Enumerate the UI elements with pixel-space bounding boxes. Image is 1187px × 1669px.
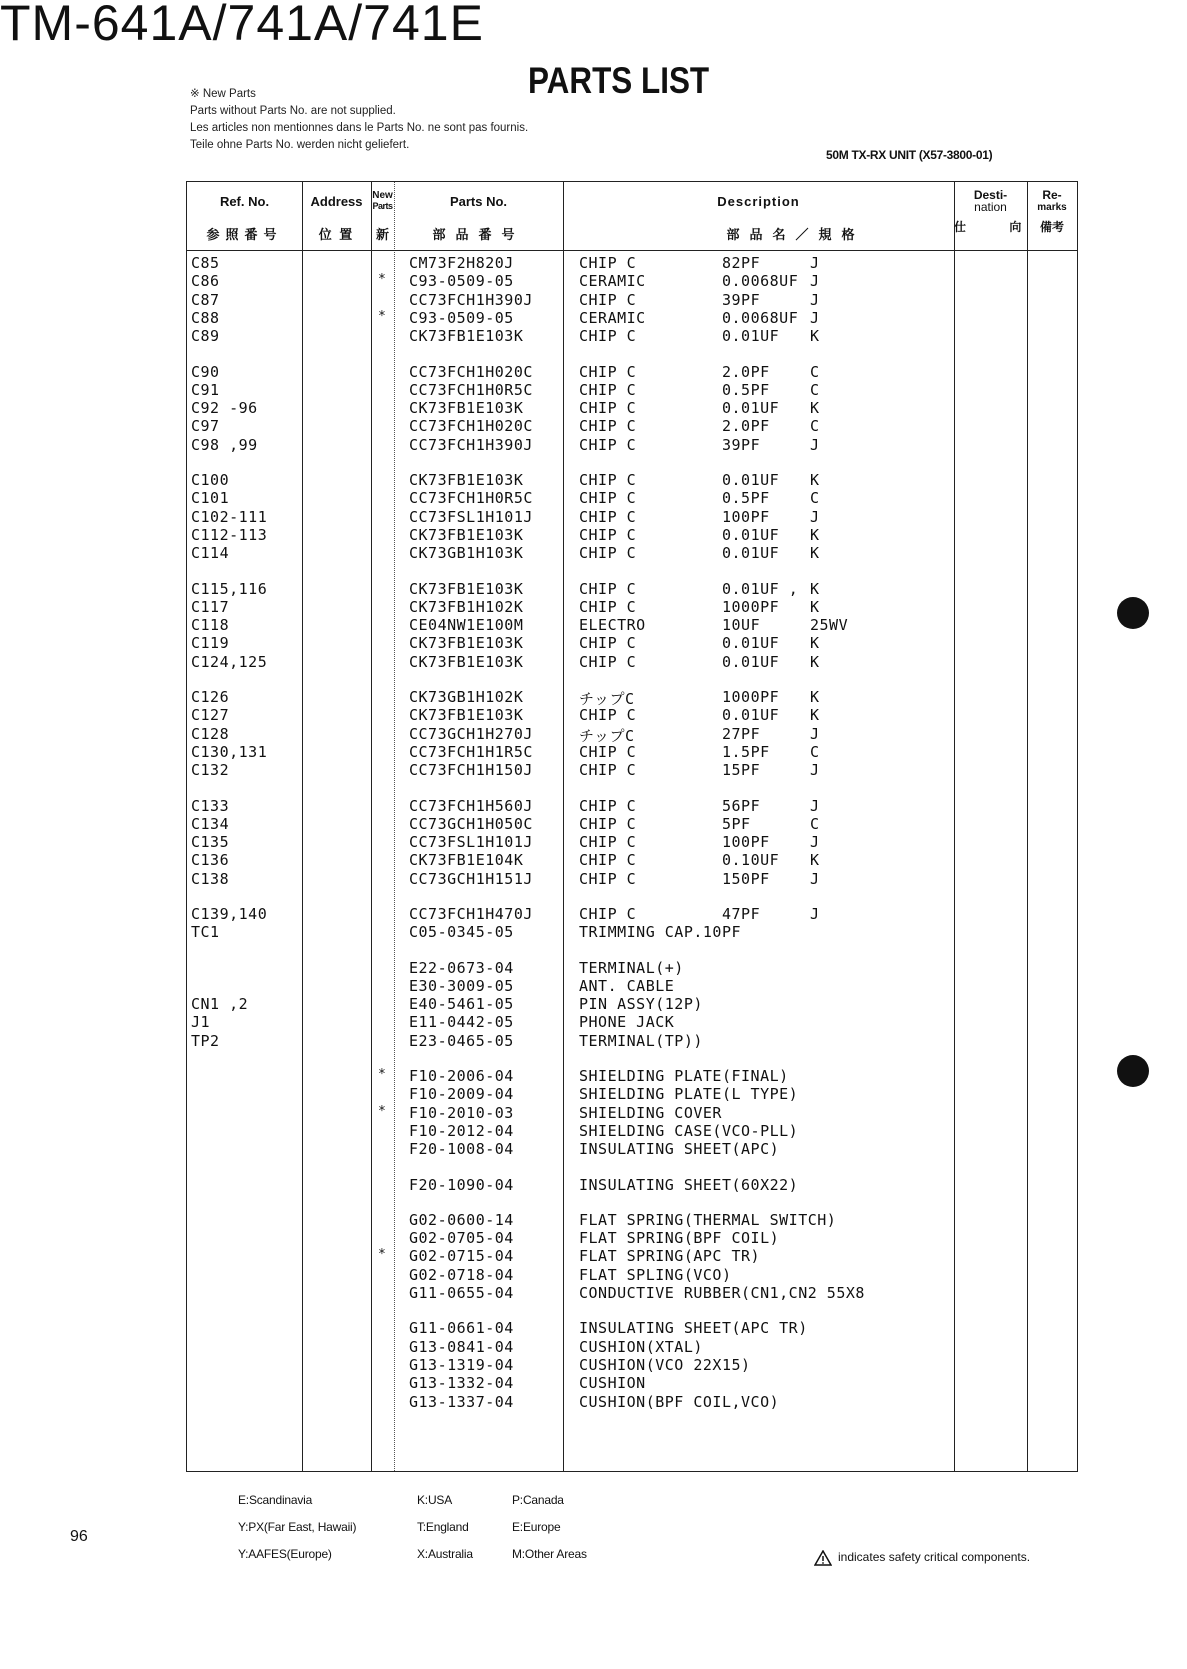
legend-col-1 <box>238 1487 356 1568</box>
row-spec: 0.5PF <box>722 381 770 399</box>
legend-col-3 <box>512 1487 587 1568</box>
row-part-no: CC73FCH1H020C <box>409 417 533 435</box>
row-tolerance: J <box>810 272 820 290</box>
row-part-no: E23-0465-05 <box>409 1032 514 1050</box>
row-new-flag: * <box>378 309 386 324</box>
warning-triangle-icon <box>814 1550 832 1566</box>
row-part-no: G13-1337-04 <box>409 1393 514 1411</box>
row-tolerance: K <box>810 471 820 489</box>
row-tolerance: C <box>810 815 820 833</box>
row-tolerance: J <box>810 725 820 743</box>
row-part-no: CC73FCH1H390J <box>409 436 533 454</box>
row-part-no: CK73FB1E103K <box>409 653 524 671</box>
row-part-no: G02-0715-04 <box>409 1247 514 1265</box>
row-spec: 0.01UF <box>722 471 780 489</box>
row-description: CHIP C <box>579 363 637 381</box>
row-description: INSULATING SHEET(APC TR) <box>579 1319 808 1337</box>
header-address-jp: 位 置 <box>318 227 355 242</box>
header-new-parts: Parts <box>372 201 393 211</box>
row-spec: 0.01UF <box>722 544 780 562</box>
row-description: CUSHION(VCO 22X15) <box>579 1356 751 1374</box>
row-ref: C136 <box>191 851 230 869</box>
row-spec: 10UF <box>722 616 761 634</box>
row-ref: C117 <box>191 598 230 616</box>
row-description: PIN ASSY(12P) <box>579 995 703 1013</box>
row-description: SHIELDING PLATE(L TYPE) <box>579 1085 799 1103</box>
row-part-no: CC73FCH1H0R5C <box>409 381 533 399</box>
row-part-no: CC73FCH1H470J <box>409 905 533 923</box>
col-divider <box>371 182 372 1471</box>
row-tolerance: J <box>810 905 820 923</box>
row-spec: 0.01UF <box>722 399 780 417</box>
row-part-no: CK73GB1H103K <box>409 544 524 562</box>
row-ref: C134 <box>191 815 230 833</box>
row-ref: C132 <box>191 761 230 779</box>
row-tolerance: J <box>810 870 820 888</box>
row-tolerance: K <box>810 544 820 562</box>
row-spec: 0.01UF <box>722 327 780 345</box>
row-description: CHIP C <box>579 870 637 888</box>
row-part-no: F10-2009-04 <box>409 1085 514 1103</box>
note-english: Parts without Parts No. are not supplied. <box>190 105 396 117</box>
row-description: INSULATING SHEET(60X22) <box>579 1176 799 1194</box>
row-tolerance: C <box>810 363 820 381</box>
legend-item: E:Europe <box>512 1520 561 1534</box>
row-ref: C115,116 <box>191 580 268 598</box>
page-title: PARTS LIST <box>528 60 710 101</box>
row-tolerance: J <box>810 291 820 309</box>
row-description: CHIP C <box>579 508 637 526</box>
row-spec: 100PF <box>722 508 770 526</box>
row-description: CHIP C <box>579 797 637 815</box>
row-spec: 2.0PF <box>722 363 770 381</box>
header-remarks: Re- <box>1042 188 1062 202</box>
row-spec: 39PF <box>722 436 761 454</box>
header-new-jp: 新 <box>375 227 389 242</box>
row-tolerance: K <box>810 634 820 652</box>
header-rule <box>187 250 1077 251</box>
row-description: FLAT SPLING(VCO) <box>579 1266 732 1284</box>
row-part-no: CK73GB1H102K <box>409 688 524 706</box>
row-spec: 1000PF <box>722 688 780 706</box>
model-heading: TM-641A/741A/741E <box>0 0 484 51</box>
row-new-flag: * <box>378 272 386 287</box>
legend-item: P:Canada <box>512 1493 564 1507</box>
row-description: CERAMIC <box>579 309 646 327</box>
row-part-no: G02-0600-14 <box>409 1211 514 1229</box>
row-spec: 15PF <box>722 761 761 779</box>
col-divider <box>1027 182 1028 1471</box>
row-spec: 1.5PF <box>722 743 770 761</box>
row-description: CHIP C <box>579 327 637 345</box>
row-part-no: E22-0673-04 <box>409 959 514 977</box>
header-destination-jp: 仕 向 <box>954 220 1042 234</box>
row-part-no: CC73GCH1H270J <box>409 725 533 743</box>
row-part-no: G13-1332-04 <box>409 1374 514 1392</box>
row-spec: 0.01UF <box>722 706 780 724</box>
header-address: Address <box>310 194 363 209</box>
row-part-no: CK73FB1E104K <box>409 851 524 869</box>
row-description: CHIP C <box>579 489 637 507</box>
row-description: チップC <box>579 727 635 745</box>
row-part-no: F10-2010-03 <box>409 1104 514 1122</box>
row-tolerance: K <box>810 327 820 345</box>
row-description: CHIP C <box>579 436 637 454</box>
row-part-no: G11-0661-04 <box>409 1319 514 1337</box>
row-description: CHIP C <box>579 761 637 779</box>
margin-dot <box>1117 1055 1149 1087</box>
safety-note <box>814 1550 1030 1566</box>
row-spec: 0.5PF <box>722 489 770 507</box>
row-tolerance: J <box>810 833 820 851</box>
header-remarks-jp: 備考 <box>1039 220 1064 234</box>
row-ref: C127 <box>191 706 230 724</box>
row-tolerance: 25WV <box>810 616 849 634</box>
row-part-no: CK73FB1E103K <box>409 399 524 417</box>
row-ref: C128 <box>191 725 230 743</box>
row-part-no: CM73F2H820J <box>409 254 514 272</box>
row-part-no: CK73FB1E103K <box>409 471 524 489</box>
header-remarks-2: marks <box>1037 202 1067 213</box>
row-part-no: CC73FSL1H101J <box>409 833 533 851</box>
row-spec: 0.01UF <box>722 634 780 652</box>
row-part-no: G13-1319-04 <box>409 1356 514 1374</box>
row-tolerance: C <box>810 743 820 761</box>
row-description: CHIP C <box>579 851 637 869</box>
row-ref: C102-111 <box>191 508 268 526</box>
row-spec: 0.01UF <box>722 526 780 544</box>
row-description: CHIP C <box>579 291 637 309</box>
row-description: CHIP C <box>579 399 637 417</box>
header-ref: Ref. No. <box>219 194 270 209</box>
row-description: ELECTRO <box>579 616 646 634</box>
row-part-no: CC73FCH1H1R5C <box>409 743 533 761</box>
row-description: SHIELDING COVER <box>579 1104 722 1122</box>
row-description: SHIELDING CASE(VCO-PLL) <box>579 1122 799 1140</box>
row-ref: C124,125 <box>191 653 268 671</box>
note-french: Les articles non mentionnes dans le Parts No. ne sont pas fournis. <box>190 122 529 134</box>
row-tolerance: J <box>810 254 820 272</box>
row-description: CHIP C <box>579 905 637 923</box>
row-part-no: C05-0345-05 <box>409 923 514 941</box>
header-destination-2: nation <box>974 200 1007 214</box>
row-description: TERMINAL(+) <box>579 959 684 977</box>
row-description: CHIP C <box>579 815 637 833</box>
legend-col-2 <box>417 1487 473 1568</box>
row-part-no: CK73FB1E103K <box>409 634 524 652</box>
row-description: CONDUCTIVE RUBBER(CN1,CN2 55X8 <box>579 1284 865 1302</box>
row-description: TRIMMING CAP.10PF <box>579 923 742 941</box>
row-tolerance: C <box>810 417 820 435</box>
header-new: New <box>372 190 393 201</box>
row-description: CHIP C <box>579 544 637 562</box>
row-tolerance: J <box>810 309 820 327</box>
row-description: CHIP C <box>579 417 637 435</box>
row-description: チップC <box>579 690 635 708</box>
row-part-no: CK73FB1E103K <box>409 580 524 598</box>
row-description: CHIP C <box>579 580 637 598</box>
row-description: CHIP C <box>579 381 637 399</box>
legend-item: Y:PX(Far East, Hawaii) <box>238 1520 357 1534</box>
row-tolerance: K <box>810 688 820 706</box>
row-tolerance: J <box>810 436 820 454</box>
row-spec: 0.0068UF <box>722 272 799 290</box>
row-part-no: CC73FCH1H390J <box>409 291 533 309</box>
note-german: Teile ohne Parts No. werden nicht geliefert. <box>190 139 410 151</box>
row-description: CERAMIC <box>579 272 646 290</box>
col-divider <box>302 182 303 1471</box>
notes-block <box>190 86 528 154</box>
row-spec: 47PF <box>722 905 761 923</box>
row-spec: 5PF <box>722 815 751 833</box>
header-ref-jp: 参照番号 <box>206 227 283 242</box>
header-description: Description <box>717 194 800 209</box>
row-ref: TC1 <box>191 923 220 941</box>
row-part-no: CK73FB1H102K <box>409 598 524 616</box>
row-description: SHIELDING PLATE(FINAL) <box>579 1067 789 1085</box>
row-tolerance: J <box>810 797 820 815</box>
row-part-no: CC73FCH1H150J <box>409 761 533 779</box>
row-ref: C97 <box>191 417 220 435</box>
row-ref: C114 <box>191 544 230 562</box>
row-ref: C91 <box>191 381 220 399</box>
row-description: FLAT SPRING(BPF COIL) <box>579 1229 780 1247</box>
row-part-no: CC73FSL1H101J <box>409 508 533 526</box>
row-spec: 2.0PF <box>722 417 770 435</box>
legend-item: E:Scandinavia <box>238 1493 313 1507</box>
row-description: CHIP C <box>579 471 637 489</box>
row-tolerance: K <box>810 526 820 544</box>
row-spec: 1000PF <box>722 598 780 616</box>
row-spec: 39PF <box>722 291 761 309</box>
col-divider <box>954 182 955 1471</box>
row-ref: C100 <box>191 471 230 489</box>
row-part-no: F10-2006-04 <box>409 1067 514 1085</box>
row-ref: C138 <box>191 870 230 888</box>
row-part-no: E30-3009-05 <box>409 977 514 995</box>
row-part-no: E11-0442-05 <box>409 1013 514 1031</box>
row-part-no: CC73FCH1H020C <box>409 363 533 381</box>
row-description: CHIP C <box>579 653 637 671</box>
row-ref: C86 <box>191 272 220 290</box>
row-ref: C98 ,99 <box>191 436 258 454</box>
row-description: CUSHION(BPF COIL,VCO) <box>579 1393 780 1411</box>
row-spec: 0.01UF <box>722 653 780 671</box>
row-part-no: F20-1008-04 <box>409 1140 514 1158</box>
row-tolerance: K <box>810 851 820 869</box>
row-description: CHIP C <box>579 634 637 652</box>
row-spec: 56PF <box>722 797 761 815</box>
row-description: INSULATING SHEET(APC) <box>579 1140 780 1158</box>
row-spec: 27PF <box>722 725 761 743</box>
row-description: CHIP C <box>579 254 637 272</box>
row-ref: TP2 <box>191 1032 220 1050</box>
row-ref: C139,140 <box>191 905 268 923</box>
col-divider <box>563 182 564 1471</box>
row-ref: C135 <box>191 833 230 851</box>
col-divider <box>394 182 395 1471</box>
row-tolerance: C <box>810 381 820 399</box>
row-description: CHIP C <box>579 743 637 761</box>
row-part-no: F20-1090-04 <box>409 1176 514 1194</box>
row-tolerance: K <box>810 653 820 671</box>
row-ref: CN1 ,2 <box>191 995 249 1013</box>
row-ref: C118 <box>191 616 230 634</box>
row-tolerance: K <box>810 399 820 417</box>
row-part-no: G02-0718-04 <box>409 1266 514 1284</box>
row-tolerance: J <box>810 761 820 779</box>
row-spec: 0.0068UF <box>722 309 799 327</box>
row-ref: C126 <box>191 688 230 706</box>
row-new-flag: * <box>378 1104 386 1119</box>
row-ref: C101 <box>191 489 230 507</box>
row-part-no: E40-5461-05 <box>409 995 514 1013</box>
row-spec: 82PF <box>722 254 761 272</box>
safety-note-text: indicates safety critical components. <box>838 1550 1031 1565</box>
row-spec: 0.10UF <box>722 851 780 869</box>
row-description: CUSHION(XTAL) <box>579 1338 703 1356</box>
row-part-no: C93-0509-05 <box>409 272 514 290</box>
legend-item: Y:AAFES(Europe) <box>238 1547 332 1561</box>
row-part-no: F10-2012-04 <box>409 1122 514 1140</box>
row-ref: C92 -96 <box>191 399 258 417</box>
row-ref: C89 <box>191 327 220 345</box>
row-ref: C133 <box>191 797 230 815</box>
row-new-flag: * <box>378 1247 386 1262</box>
row-ref: C112-113 <box>191 526 268 544</box>
header-destination: Desti- <box>973 188 1008 202</box>
row-spec: 0.01UF , <box>722 580 799 598</box>
legend-item: M:Other Areas <box>512 1547 587 1561</box>
row-part-no: CC73FCH1H0R5C <box>409 489 533 507</box>
row-description: CHIP C <box>579 706 637 724</box>
row-part-no: C93-0509-05 <box>409 309 514 327</box>
row-description: FLAT SPRING(THERMAL SWITCH) <box>579 1211 837 1229</box>
parts-table <box>186 181 1078 1472</box>
row-description: ANT. CABLE <box>579 977 675 995</box>
row-tolerance: K <box>810 706 820 724</box>
header-parts-no: Parts No. <box>449 194 508 209</box>
row-description: CHIP C <box>579 526 637 544</box>
row-part-no: CK73FB1E103K <box>409 706 524 724</box>
row-ref: C90 <box>191 363 220 381</box>
row-tolerance: C <box>810 489 820 507</box>
row-tolerance: K <box>810 580 820 598</box>
row-tolerance: K <box>810 598 820 616</box>
header-parts-no-jp: 部品番号 <box>432 227 525 242</box>
unit-label: 50M TX-RX UNIT (X57-3800-01) <box>826 148 993 162</box>
row-part-no: CE04NW1E100M <box>409 616 524 634</box>
row-part-no: G02-0705-04 <box>409 1229 514 1247</box>
row-description: CUSHION <box>579 1374 646 1392</box>
note-new-parts: ※ New Parts <box>190 88 256 100</box>
legend-item: K:USA <box>417 1493 453 1507</box>
row-ref: C88 <box>191 309 220 327</box>
row-tolerance: J <box>810 508 820 526</box>
row-part-no: G11-0655-04 <box>409 1284 514 1302</box>
row-part-no: CC73GCH1H151J <box>409 870 533 888</box>
row-description: CHIP C <box>579 833 637 851</box>
row-description: TERMINAL(TP)) <box>579 1032 703 1050</box>
row-ref: C119 <box>191 634 230 652</box>
row-part-no: CK73FB1E103K <box>409 327 524 345</box>
row-spec: 150PF <box>722 870 770 888</box>
row-new-flag: * <box>378 1067 386 1082</box>
row-ref: C87 <box>191 291 220 309</box>
margin-dot <box>1117 597 1149 629</box>
row-spec: 100PF <box>722 833 770 851</box>
row-part-no: CC73FCH1H560J <box>409 797 533 815</box>
row-ref: C130,131 <box>191 743 268 761</box>
row-description: PHONE JACK <box>579 1013 675 1031</box>
legend-item: T:England <box>417 1520 469 1534</box>
legend-item: X:Australia <box>417 1547 473 1561</box>
page-number: 96 <box>70 1528 88 1545</box>
row-description: FLAT SPRING(APC TR) <box>579 1247 761 1265</box>
row-part-no: CK73FB1E103K <box>409 526 524 544</box>
row-description: CHIP C <box>579 598 637 616</box>
row-part-no: G13-0841-04 <box>409 1338 514 1356</box>
row-ref: C85 <box>191 254 220 272</box>
row-part-no: CC73GCH1H050C <box>409 815 533 833</box>
header-description-jp: 部品名／規格 <box>726 227 865 242</box>
row-ref: J1 <box>191 1013 211 1031</box>
